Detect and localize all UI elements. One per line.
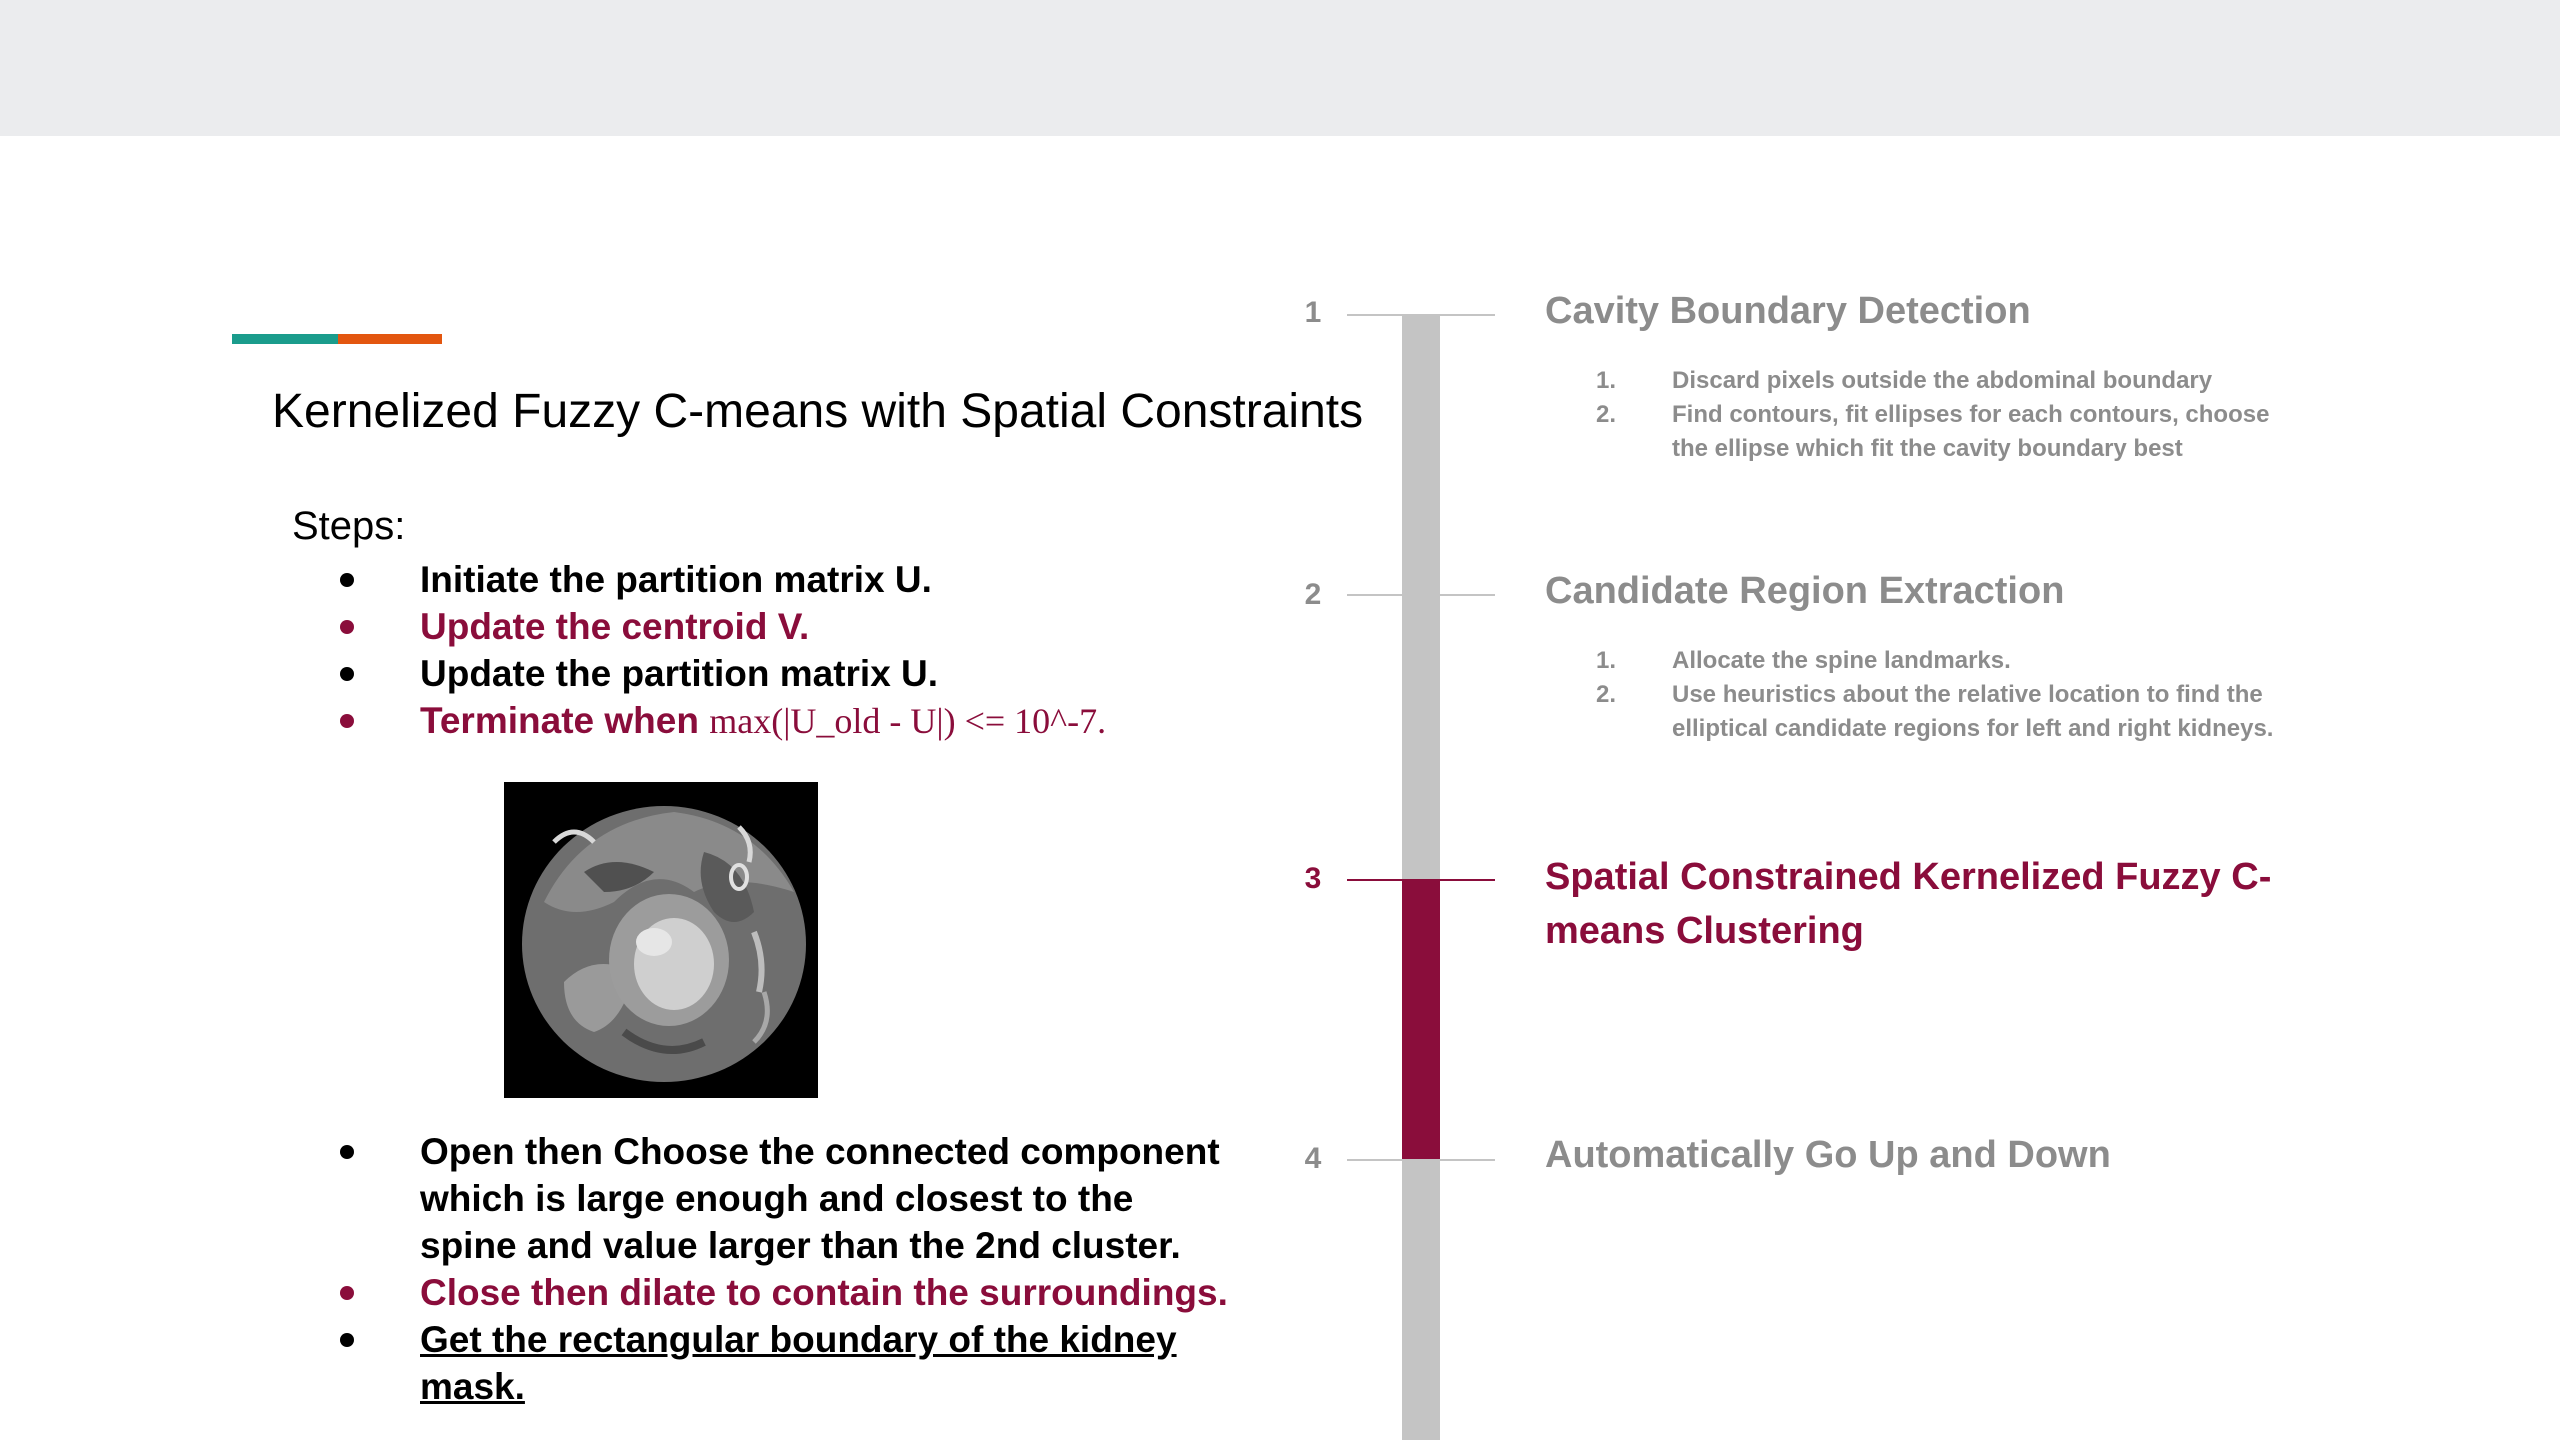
step-text: Initiate the partition matrix U. bbox=[420, 559, 932, 600]
post-step-item bbox=[336, 1269, 1236, 1316]
step-text: Update the centroid V. bbox=[420, 606, 810, 647]
bullet-dot bbox=[340, 573, 354, 587]
termination-formula: max(|U_old - U|) <= 10^-7. bbox=[709, 701, 1107, 741]
step-item bbox=[336, 603, 1236, 650]
step-item bbox=[336, 650, 1236, 697]
section-step bbox=[1578, 398, 2278, 466]
step-text: Use heuristics about the relative location to find the elliptical candidate regions for left and right kidneys. bbox=[1672, 681, 2274, 742]
slide-title: Kernelized Fuzzy C-means with Spatial Constraints bbox=[272, 385, 1364, 438]
accent-line-orange bbox=[338, 334, 442, 344]
bullet-dot bbox=[340, 1286, 354, 1300]
timeline-number-4: 4 bbox=[1304, 1142, 1322, 1175]
timeline-tick-1 bbox=[1347, 314, 1495, 316]
steps-label: Steps: bbox=[292, 504, 406, 548]
steps-list bbox=[336, 556, 1236, 745]
section-step bbox=[1578, 644, 2278, 678]
step-text: Find contours, fit ellipses for each contours, choose the ellipse which fit the cavity boundary best bbox=[1672, 401, 2270, 462]
section-title-candidate: Candidate Region Extraction bbox=[1545, 570, 2065, 612]
accent-line-teal bbox=[232, 334, 338, 344]
timeline-bar-lower bbox=[1402, 1160, 1440, 1440]
step-number: 2. bbox=[1596, 401, 1617, 428]
timeline-number-1: 1 bbox=[1304, 296, 1322, 329]
step-item bbox=[336, 556, 1236, 603]
step-text: Terminate when bbox=[420, 700, 699, 741]
timeline-tick-3 bbox=[1347, 879, 1495, 881]
timeline-tick-4 bbox=[1347, 1159, 1495, 1161]
step-number: 2. bbox=[1596, 681, 1617, 708]
step-item bbox=[336, 697, 1236, 745]
bullet-dot bbox=[340, 714, 354, 728]
step-text: Allocate the spine landmarks. bbox=[1672, 647, 2011, 674]
section-step bbox=[1578, 364, 2278, 398]
step-text: Discard pixels outside the abdominal boundary bbox=[1672, 367, 2213, 394]
timeline-number-3: 3 bbox=[1304, 862, 1322, 895]
step-text: Update the partition matrix U. bbox=[420, 653, 939, 694]
post-step-text: Get the rectangular boundary of the kidney mask. bbox=[420, 1319, 1177, 1407]
top-bar bbox=[0, 0, 2560, 136]
section-2-steps bbox=[1578, 644, 2278, 746]
bullet-dot bbox=[340, 620, 354, 634]
post-step-text: Open then Choose the connected component which is large enough and closest to the spine and value larger than the 2nd cluster. bbox=[420, 1131, 1220, 1266]
ct-scan-image bbox=[504, 782, 818, 1098]
post-step-text: Close then dilate to contain the surroundings. bbox=[420, 1272, 1228, 1313]
post-steps-list bbox=[336, 1128, 1236, 1410]
timeline-tick-2 bbox=[1347, 594, 1495, 596]
bullet-dot bbox=[340, 1333, 354, 1347]
timeline-bar-active bbox=[1402, 880, 1440, 1160]
section-1-steps bbox=[1578, 364, 2278, 466]
bullet-dot bbox=[340, 1145, 354, 1159]
section-title-auto: Automatically Go Up and Down bbox=[1545, 1134, 2111, 1176]
step-number: 1. bbox=[1596, 647, 1617, 674]
section-step bbox=[1578, 678, 2278, 746]
section-title-kfcm: Spatial Constrained Kernelized Fuzzy C-means Clustering bbox=[1545, 856, 2272, 952]
timeline-number-2: 2 bbox=[1304, 578, 1322, 611]
step-number: 1. bbox=[1596, 367, 1617, 394]
post-step-item bbox=[336, 1128, 1236, 1269]
slide-canvas bbox=[0, 136, 2560, 1440]
bullet-dot bbox=[340, 667, 354, 681]
post-step-item bbox=[336, 1316, 1236, 1410]
section-title-cavity: Cavity Boundary Detection bbox=[1545, 290, 2031, 332]
